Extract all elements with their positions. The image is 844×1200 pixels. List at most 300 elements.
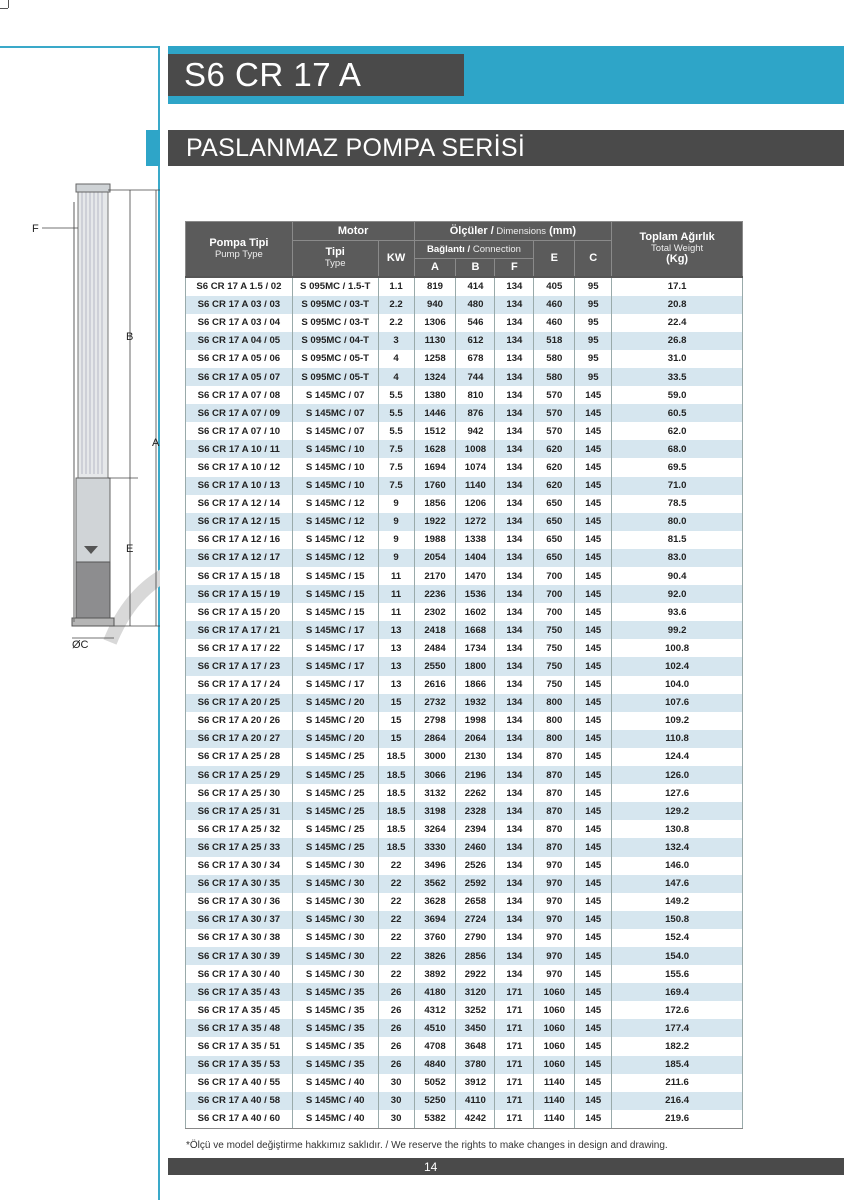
table-row: [186, 296, 743, 314]
table-cell: 145: [575, 1001, 612, 1019]
table-cell: S6 CR 17 A 40 / 60: [186, 1110, 293, 1129]
table-cell: 150.8: [612, 911, 743, 929]
table-cell: 2922: [456, 965, 495, 983]
table-cell: 30: [378, 1092, 414, 1110]
table-cell: 59.0: [612, 386, 743, 404]
table-cell: 1130: [414, 332, 456, 350]
table-row: [186, 350, 743, 368]
table-row: [186, 929, 743, 947]
table-cell: S6 CR 17 A 25 / 33: [186, 838, 293, 856]
table-cell: 620: [534, 458, 575, 476]
table-cell: 3450: [456, 1019, 495, 1037]
table-cell: 145: [575, 1019, 612, 1037]
table-cell: 99.2: [612, 621, 743, 639]
table-cell: 970: [534, 911, 575, 929]
header-weight-tr: Toplam Ağırlık: [639, 231, 715, 244]
table-cell: 650: [534, 513, 575, 531]
header-pump-type: [186, 222, 293, 277]
table-cell: 15: [378, 730, 414, 748]
table-cell: 134: [495, 314, 534, 332]
table-cell: 177.4: [612, 1019, 743, 1037]
table-cell: 2064: [456, 730, 495, 748]
table-cell: 1.1: [378, 277, 414, 296]
table-cell: 110.8: [612, 730, 743, 748]
table-cell: 145: [575, 531, 612, 549]
table-cell: S 145MC / 25: [292, 766, 378, 784]
table-cell: 172.6: [612, 1001, 743, 1019]
table-cell: 62.0: [612, 422, 743, 440]
table-cell: 1060: [534, 1001, 575, 1019]
table-cell: S6 CR 17 A 35 / 45: [186, 1001, 293, 1019]
header-dims-unit: (mm): [546, 224, 577, 237]
table-cell: S 145MC / 30: [292, 911, 378, 929]
table-row: [186, 965, 743, 983]
table-row: [186, 766, 743, 784]
table-cell: 4180: [414, 983, 456, 1001]
table-cell: 134: [495, 603, 534, 621]
table-cell: 145: [575, 1110, 612, 1129]
table-cell: S 145MC / 07: [292, 404, 378, 422]
table-cell: 7.5: [378, 458, 414, 476]
table-cell: 134: [495, 730, 534, 748]
table-cell: 132.4: [612, 838, 743, 856]
table-cell: 1324: [414, 368, 456, 386]
table-cell: S6 CR 17 A 35 / 43: [186, 983, 293, 1001]
table-cell: S6 CR 17 A 04 / 05: [186, 332, 293, 350]
table-row: [186, 458, 743, 476]
table-cell: S 145MC / 17: [292, 676, 378, 694]
table-cell: 800: [534, 712, 575, 730]
table-row: [186, 802, 743, 820]
table-cell: 171: [495, 1074, 534, 1092]
table-cell: 9: [378, 531, 414, 549]
table-cell: 145: [575, 657, 612, 675]
table-cell: 18.5: [378, 820, 414, 838]
table-cell: 3760: [414, 929, 456, 947]
table-cell: 1800: [456, 657, 495, 675]
table-row: [186, 404, 743, 422]
table-cell: S6 CR 17 A 30 / 38: [186, 929, 293, 947]
table-cell: 134: [495, 676, 534, 694]
table-cell: S6 CR 17 A 30 / 35: [186, 875, 293, 893]
table-cell: S6 CR 17 A 07 / 08: [186, 386, 293, 404]
table-cell: 744: [456, 368, 495, 386]
table-cell: 145: [575, 802, 612, 820]
table-cell: 134: [495, 621, 534, 639]
pump-dimension-drawing: [20, 182, 160, 652]
table-cell: 145: [575, 766, 612, 784]
table-cell: 134: [495, 332, 534, 350]
table-cell: S 145MC / 25: [292, 838, 378, 856]
table-cell: 2732: [414, 694, 456, 712]
table-cell: 145: [575, 784, 612, 802]
table-cell: 145: [575, 567, 612, 585]
table-cell: S6 CR 17 A 20 / 26: [186, 712, 293, 730]
table-cell: 26: [378, 1037, 414, 1055]
table-cell: S 145MC / 30: [292, 857, 378, 875]
table-row: [186, 784, 743, 802]
table-cell: 145: [575, 1092, 612, 1110]
table-cell: S6 CR 17 A 12 / 17: [186, 549, 293, 567]
table-cell: 1060: [534, 1019, 575, 1037]
table-cell: 2394: [456, 820, 495, 838]
table-cell: S6 CR 17 A 35 / 53: [186, 1056, 293, 1074]
table-cell: 134: [495, 802, 534, 820]
table-cell: 612: [456, 332, 495, 350]
header-motor-type: [292, 241, 378, 277]
table-cell: S6 CR 17 A 25 / 31: [186, 802, 293, 820]
table-cell: 2130: [456, 748, 495, 766]
table-cell: S6 CR 17 A 10 / 11: [186, 440, 293, 458]
table-cell: S6 CR 17 A 05 / 06: [186, 350, 293, 368]
table-cell: 870: [534, 748, 575, 766]
table-cell: S 145MC / 35: [292, 1056, 378, 1074]
table-cell: 3826: [414, 947, 456, 965]
table-cell: 1446: [414, 404, 456, 422]
motor-lower: [76, 562, 110, 618]
table-cell: S 145MC / 07: [292, 386, 378, 404]
table-cell: 22: [378, 911, 414, 929]
table-cell: 145: [575, 513, 612, 531]
table-cell: 405: [534, 277, 575, 296]
table-cell: 15: [378, 712, 414, 730]
table-cell: 1380: [414, 386, 456, 404]
table-cell: 2196: [456, 766, 495, 784]
table-cell: 1074: [456, 458, 495, 476]
table-cell: 1008: [456, 440, 495, 458]
table-cell: S 145MC / 10: [292, 458, 378, 476]
table-cell: 92.0: [612, 585, 743, 603]
table-cell: S6 CR 17 A 05 / 07: [186, 368, 293, 386]
table-cell: 4312: [414, 1001, 456, 1019]
table-cell: S6 CR 17 A 25 / 28: [186, 748, 293, 766]
table-cell: 7.5: [378, 440, 414, 458]
table-cell: 700: [534, 603, 575, 621]
table-cell: 3198: [414, 802, 456, 820]
table-row: [186, 368, 743, 386]
table-cell: 940: [414, 296, 456, 314]
table-row: [186, 748, 743, 766]
table-cell: 750: [534, 621, 575, 639]
table-cell: 460: [534, 314, 575, 332]
table-row: [186, 277, 743, 296]
table-cell: 60.5: [612, 404, 743, 422]
table-cell: 970: [534, 929, 575, 947]
table-cell: 26: [378, 1001, 414, 1019]
table-cell: 126.0: [612, 766, 743, 784]
table-cell: 90.4: [612, 567, 743, 585]
table-cell: 18.5: [378, 766, 414, 784]
label-f: F: [32, 223, 39, 235]
table-row: [186, 440, 743, 458]
table-cell: S 145MC / 15: [292, 585, 378, 603]
table-cell: 145: [575, 893, 612, 911]
table-cell: S 145MC / 25: [292, 748, 378, 766]
table-cell: 650: [534, 495, 575, 513]
table-cell: 580: [534, 350, 575, 368]
header-pump-tr: Pompa Tipi: [209, 236, 269, 249]
table-cell: 134: [495, 368, 534, 386]
table-cell: 26: [378, 983, 414, 1001]
table-cell: 3252: [456, 1001, 495, 1019]
header-a: A: [414, 259, 456, 277]
table-cell: 4708: [414, 1037, 456, 1055]
table-cell: 134: [495, 422, 534, 440]
table-cell: S6 CR 17 A 1.5 / 02: [186, 277, 293, 296]
table-cell: 145: [575, 603, 612, 621]
table-cell: 134: [495, 929, 534, 947]
table-cell: S6 CR 17 A 25 / 30: [186, 784, 293, 802]
header-conn-tr: Bağlantı /: [427, 244, 471, 255]
table-cell: 9: [378, 549, 414, 567]
table-cell: S 145MC / 30: [292, 893, 378, 911]
table-cell: 800: [534, 730, 575, 748]
table-cell: 147.6: [612, 875, 743, 893]
table-cell: 1272: [456, 513, 495, 531]
table-cell: 1668: [456, 621, 495, 639]
table-cell: 30: [378, 1110, 414, 1129]
table-cell: S 145MC / 07: [292, 422, 378, 440]
header-dimensions: [414, 222, 612, 241]
table-cell: 134: [495, 748, 534, 766]
table-cell: 4110: [456, 1092, 495, 1110]
table-cell: 145: [575, 404, 612, 422]
table-cell: 145: [575, 929, 612, 947]
table-cell: 2236: [414, 585, 456, 603]
table-cell: 13: [378, 639, 414, 657]
table-cell: 7.5: [378, 477, 414, 495]
table-cell: 146.0: [612, 857, 743, 875]
table-cell: S6 CR 17 A 20 / 25: [186, 694, 293, 712]
table-cell: 3562: [414, 875, 456, 893]
table-cell: 18.5: [378, 748, 414, 766]
table-cell: 11: [378, 603, 414, 621]
table-cell: 750: [534, 657, 575, 675]
table-cell: 870: [534, 766, 575, 784]
table-cell: 2616: [414, 676, 456, 694]
crop-mark: [0, 8, 8, 9]
table-cell: S 145MC / 17: [292, 639, 378, 657]
table-cell: 3628: [414, 893, 456, 911]
table-cell: 102.4: [612, 657, 743, 675]
table-cell: 95: [575, 277, 612, 296]
table-cell: 1140: [534, 1092, 575, 1110]
table-cell: 1866: [456, 676, 495, 694]
table-cell: S 145MC / 12: [292, 549, 378, 567]
table-cell: 4: [378, 368, 414, 386]
table-cell: 870: [534, 784, 575, 802]
pump-top-cap: [76, 184, 110, 192]
table-row: [186, 893, 743, 911]
header-conn-en: Connection: [470, 244, 521, 255]
table-cell: 171: [495, 1001, 534, 1019]
label-b: B: [126, 331, 134, 343]
table-cell: 650: [534, 531, 575, 549]
table-cell: 145: [575, 838, 612, 856]
table-cell: 1404: [456, 549, 495, 567]
table-cell: 171: [495, 1037, 534, 1055]
table-cell: S 145MC / 35: [292, 983, 378, 1001]
table-row: [186, 332, 743, 350]
table-cell: 2460: [456, 838, 495, 856]
table-row: [186, 983, 743, 1001]
header-motor-type-en: Type: [324, 258, 346, 270]
table-row: [186, 1037, 743, 1055]
table-cell: 570: [534, 386, 575, 404]
table-cell: 22: [378, 893, 414, 911]
table-cell: 1512: [414, 422, 456, 440]
table-cell: 134: [495, 911, 534, 929]
table-row: [186, 657, 743, 675]
table-cell: 13: [378, 657, 414, 675]
table-cell: 970: [534, 875, 575, 893]
table-cell: 1932: [456, 694, 495, 712]
table-row: [186, 567, 743, 585]
pump-spec-table: [185, 221, 743, 1129]
table-cell: 134: [495, 567, 534, 585]
table-cell: S6 CR 17 A 07 / 10: [186, 422, 293, 440]
table-cell: 134: [495, 440, 534, 458]
table-cell: 3000: [414, 748, 456, 766]
table-cell: 145: [575, 621, 612, 639]
table-cell: 182.2: [612, 1037, 743, 1055]
table-cell: 2302: [414, 603, 456, 621]
table-cell: S6 CR 17 A 10 / 13: [186, 477, 293, 495]
table-cell: 2484: [414, 639, 456, 657]
footer-band: [168, 1158, 844, 1175]
table-cell: 134: [495, 531, 534, 549]
table-cell: 145: [575, 1037, 612, 1055]
table-cell: 145: [575, 1074, 612, 1092]
table-cell: S6 CR 17 A 30 / 39: [186, 947, 293, 965]
table-cell: S6 CR 17 A 30 / 34: [186, 857, 293, 875]
table-cell: 1602: [456, 603, 495, 621]
table-cell: 134: [495, 477, 534, 495]
table-cell: S 145MC / 10: [292, 440, 378, 458]
label-e: E: [126, 543, 134, 555]
table-row: [186, 1074, 743, 1092]
table-cell: 11: [378, 567, 414, 585]
table-cell: 580: [534, 368, 575, 386]
table-cell: 1258: [414, 350, 456, 368]
table-cell: 546: [456, 314, 495, 332]
header-dims-tr: Ölçüler /: [449, 224, 494, 237]
header-motor-type-tr: Tipi: [325, 246, 345, 259]
table-cell: 145: [575, 1056, 612, 1074]
table-cell: 109.2: [612, 712, 743, 730]
table-cell: 134: [495, 784, 534, 802]
table-cell: S6 CR 17 A 35 / 48: [186, 1019, 293, 1037]
table-row: [186, 639, 743, 657]
header-kw: KW: [378, 241, 414, 277]
crop-mark: [8, 0, 9, 8]
table-cell: 620: [534, 440, 575, 458]
table-cell: 2798: [414, 712, 456, 730]
table-cell: 3: [378, 332, 414, 350]
table-row: [186, 1092, 743, 1110]
table-cell: 95: [575, 314, 612, 332]
table-cell: 145: [575, 947, 612, 965]
table-cell: 155.6: [612, 965, 743, 983]
table-cell: 134: [495, 657, 534, 675]
table-cell: 17.1: [612, 277, 743, 296]
table-cell: 145: [575, 965, 612, 983]
table-cell: 3694: [414, 911, 456, 929]
table-cell: 3648: [456, 1037, 495, 1055]
table-cell: 219.6: [612, 1110, 743, 1129]
table-cell: 970: [534, 947, 575, 965]
table-cell: 570: [534, 404, 575, 422]
table-cell: 145: [575, 694, 612, 712]
table-cell: 9: [378, 513, 414, 531]
table-cell: 3780: [456, 1056, 495, 1074]
footnote: *Ölçü ve model değiştirme hakkımız saklıdır. / We reserve the rights to make changes in design and drawing.: [186, 1140, 668, 1151]
table-cell: 1694: [414, 458, 456, 476]
table-cell: S 145MC / 30: [292, 929, 378, 947]
table-cell: 18.5: [378, 784, 414, 802]
table-cell: 800: [534, 694, 575, 712]
table-cell: 4510: [414, 1019, 456, 1037]
table-cell: S 145MC / 35: [292, 1037, 378, 1055]
header-c: C: [575, 241, 612, 277]
table-cell: 145: [575, 422, 612, 440]
table-cell: 171: [495, 1092, 534, 1110]
table-cell: 4242: [456, 1110, 495, 1129]
table-cell: 134: [495, 404, 534, 422]
table-cell: 3120: [456, 983, 495, 1001]
table-cell: S6 CR 17 A 15 / 20: [186, 603, 293, 621]
table-cell: S 145MC / 20: [292, 694, 378, 712]
table-cell: 870: [534, 802, 575, 820]
table-cell: 145: [575, 639, 612, 657]
table-cell: 95: [575, 350, 612, 368]
table-cell: 134: [495, 820, 534, 838]
table-cell: S 145MC / 10: [292, 477, 378, 495]
table-cell: 5382: [414, 1110, 456, 1129]
table-cell: 134: [495, 458, 534, 476]
table-row: [186, 694, 743, 712]
table-cell: 2170: [414, 567, 456, 585]
table-cell: 127.6: [612, 784, 743, 802]
table-row: [186, 1001, 743, 1019]
table-cell: 3132: [414, 784, 456, 802]
table-row: [186, 1110, 743, 1129]
table-cell: 93.6: [612, 603, 743, 621]
table-cell: S 145MC / 25: [292, 820, 378, 838]
table-cell: 145: [575, 458, 612, 476]
table-cell: 2864: [414, 730, 456, 748]
table-cell: S6 CR 17 A 10 / 12: [186, 458, 293, 476]
table-cell: S6 CR 17 A 30 / 37: [186, 911, 293, 929]
table-row: [186, 947, 743, 965]
header-pump-en: Pump Type: [214, 248, 263, 260]
table-cell: 80.0: [612, 513, 743, 531]
table-cell: S 145MC / 20: [292, 712, 378, 730]
table-cell: 678: [456, 350, 495, 368]
table-cell: 95: [575, 296, 612, 314]
header-weight-unit: (Kg): [666, 253, 689, 266]
table-cell: 145: [575, 911, 612, 929]
table-cell: 104.0: [612, 676, 743, 694]
table-cell: S 145MC / 40: [292, 1074, 378, 1092]
table-cell: S6 CR 17 A 12 / 15: [186, 513, 293, 531]
table-row: [186, 531, 743, 549]
table-row: [186, 911, 743, 929]
table-cell: 480: [456, 296, 495, 314]
header-dims-en: Dimensions: [493, 225, 547, 237]
page-subtitle: PASLANMAZ POMPA SERİSİ: [186, 134, 526, 162]
table-cell: 134: [495, 712, 534, 730]
